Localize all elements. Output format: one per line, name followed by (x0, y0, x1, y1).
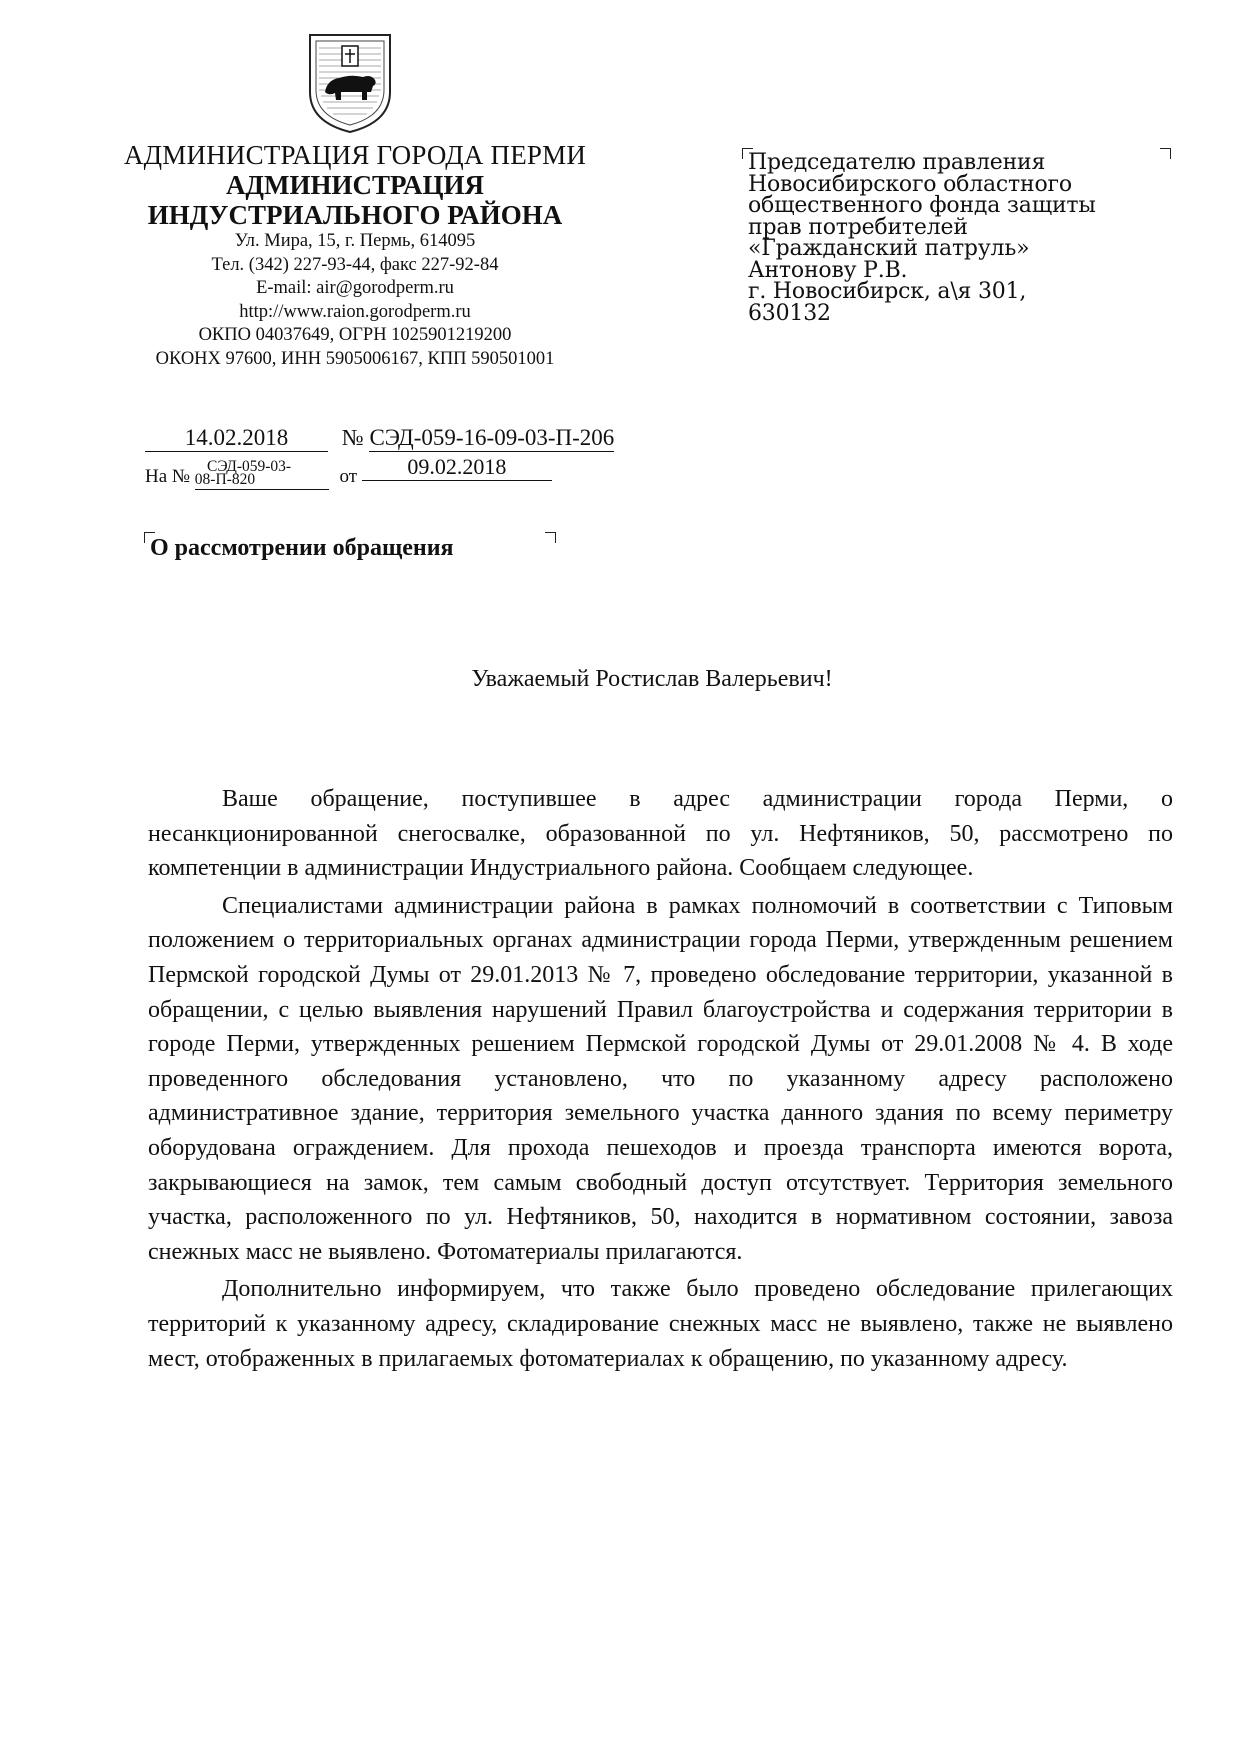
reply-reference-line (145, 454, 552, 489)
recipient-line: Антонову Р.В. (748, 257, 908, 283)
org-phone: Тел. (342) 227-93-44, факс 227-92-84 (211, 254, 499, 275)
org-website: http://www.raion.gorodperm.ru (239, 301, 471, 322)
recipient-line: Новосибирского областного (748, 171, 1072, 197)
reply-number-top: СЭД-059-03- (207, 458, 292, 475)
registration-line (145, 425, 614, 452)
org-codes-line2: ОКОНХ 97600, ИНН 5905006167, КПП 590501001 (155, 348, 555, 369)
subject-corner-mark (545, 532, 556, 543)
outgoing-date: 14.02.2018 (145, 425, 328, 452)
recipient-line: прав потребителей (748, 214, 968, 240)
district-name-title: ИНДУСТРИАЛЬНОГО РАЙОНА (147, 200, 563, 230)
number-label: № (341, 425, 364, 450)
recipient-block (748, 152, 1168, 324)
letter-body (148, 782, 1173, 1379)
body-paragraph: Специалистами администрации района в рамках полномочий в соответствии с Типовым положением о территориальных органах администрации города Перми, утвержденным решением Пермской городской Думы от 29.01.2013 № 7, проведено обследование территории, указанной в обращении, с целью выявления нарушений Правил благоустройства и содержания территории в городе Перми, утвержденных решением Пермской городской Думы от 29.01.2008 № 4. В ходе проведенного обследования установлено, что по указанному адресу расположено административное здание, территория земельного участка данного здания по всему периметру оборудована ограждением. Для прохода пешеходов и проезда транспорта имеются ворота, закрывающиеся на замок, тем самым свободный доступ отсутствует. Территория земельного участка, расположенного по ул. Нефтяников, 50, находится в нормативном состоянии, завоза снежных масс не выявлено. Фотоматериалы прилагаются. (148, 892, 1173, 1265)
recipient-line: общественного фонда защиты (748, 193, 1096, 218)
recipient-line: г. Новосибирск, а\я 301, (748, 279, 1027, 304)
reply-number: 08-П-820 (195, 471, 329, 490)
outgoing-number: СЭД-059-16-09-03-П-206 (369, 425, 615, 450)
reply-label: На № (145, 466, 191, 487)
reply-from-label: от (339, 466, 358, 487)
recipient-line: «Гражданский патруль» (748, 236, 1030, 261)
city-administration-title: АДМИНИСТРАЦИЯ ГОРОДА ПЕРМИ (123, 140, 587, 170)
org-codes-line1: ОКПО 04037649, ОГРН 1025901219200 (198, 325, 512, 345)
org-address: Ул. Мира, 15, г. Пермь, 614095 (234, 231, 476, 251)
body-paragraph: Ваше обращение, поступившее в адрес администрации города Перми, о несанкционированной снегосвалке, образованной по ул. Нефтяников, 50, рассмотрено по компетенции в администрации Индустриального района. Сообщаем следующее. (148, 786, 1173, 882)
district-administration-title: АДМИНИСТРАЦИЯ (225, 170, 485, 200)
organization-header (95, 140, 615, 371)
reply-date: 09.02.2018 (362, 454, 552, 481)
coat-of-arms-icon (305, 30, 395, 135)
recipient-line: 630132 (748, 300, 831, 326)
recipient-line: Председателю правления (748, 150, 1046, 175)
letter-subject: О рассмотрении обращения (150, 535, 454, 561)
body-paragraph: Дополнительно информируем, что также было проведено обследование прилегающих территорий к указанному адресу, складирование снежных масс не выявлено, также не выявлено мест, отображенных в прилагаемых фотоматериалах к обращению, по указанному адресу. (148, 1276, 1173, 1372)
greeting: Уважаемый Ростислав Валерьевич! (471, 666, 833, 692)
org-email: E-mail: air@gorodperm.ru (256, 278, 454, 298)
